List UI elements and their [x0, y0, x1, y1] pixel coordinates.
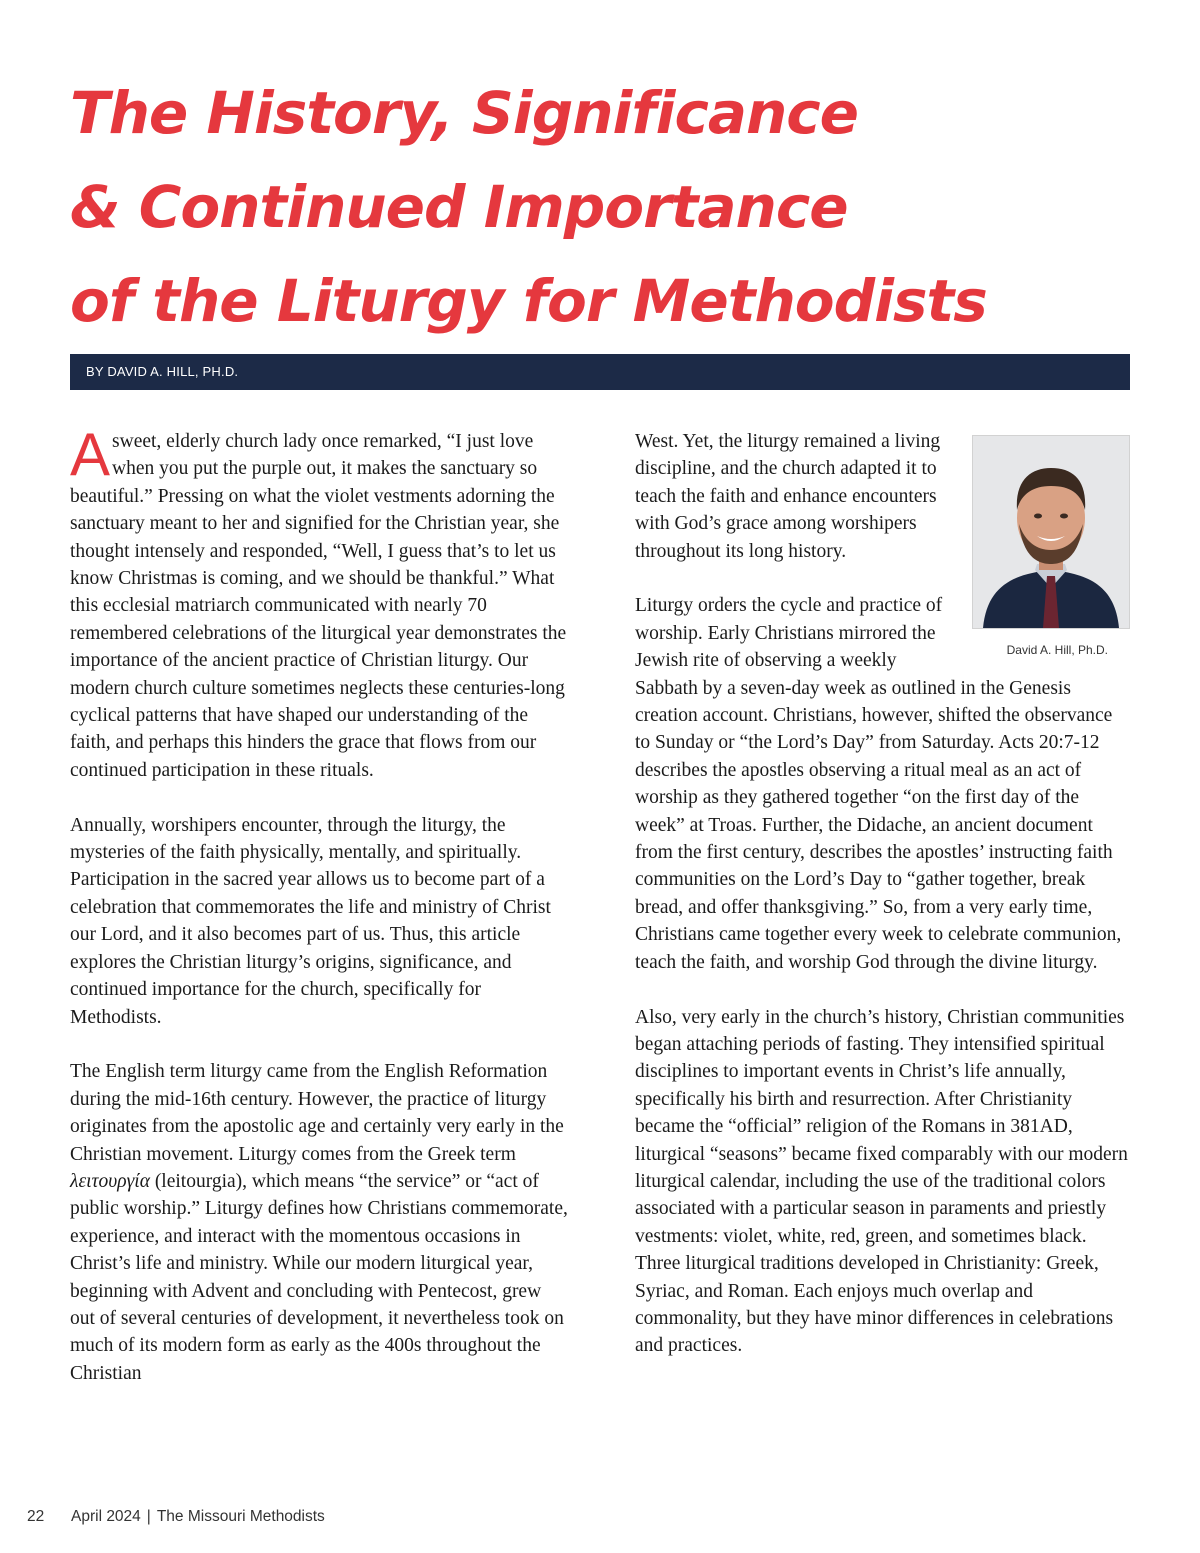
- paragraph-4: West. Yet, the liturgy remained a living discipline, and the church adapted it to teach the faith and enhance encounters with God’s grace among worshipers throughout its long history.: [635, 431, 941, 562]
- author-photo: [972, 435, 1130, 629]
- publication-name: The Missouri Methodists: [156, 1508, 325, 1525]
- footer-separator: |: [146, 1508, 151, 1525]
- page-footer: [27, 1508, 325, 1526]
- article-title: [70, 66, 1130, 348]
- paragraph-2: Annually, worshipers encounter, through the liturgy, the mysteries of the faith physically, mentally, and spiritually. Participation in the sacred year allows us to become part of a celebration that commemorates the life and ministry of Christ our Lord, and it also becomes part of us. Thus, this article explores the Christian liturgy’s origins, significance, and continued importance for the church, specifically for Methodists.: [70, 814, 551, 1028]
- paragraph-5: Liturgy orders the cycle and practice of worship. Early Christians mirrored the Jewish rite of observing a weekly Sabbath by a seven-day week as outlined in the Genesis creation account. Christians, however, shifted the observance to Sunday or “the Lord’s Day” from Saturday. Acts 20:7-12 describes the apostles observing a ritual meal as an act of worship as they gathered together “on the first day of the week” at Troas. Further, the Didache, an ancient document from the first century, describes the apostles’ instructing faith communities on the Lord’s Day to “gather together, break bread, and offer thanksgiving.” So, from a very early time, Christians came together every week to celebrate communion, teach the faith, and worship God through the divine liturgy.: [635, 595, 1122, 973]
- article-column-right: [635, 428, 1130, 1387]
- author-photo-block: [972, 435, 1130, 665]
- photo-caption: David A. Hill, Ph.D.: [1006, 643, 1108, 657]
- paragraph-1-text: sweet, elderly church lady once remarked, “I just love when you put the purple out, it makes the sanctuary so beautiful.” Pressing on what the violet vestments adorning the sanctuary meant to her and signified for the Christian year, she thought intensely and responded, “Well, I guess that’s to let us know Christmas is coming, and we should be thankful.” What this ecclesial matriarch communicated with nearly 70 remembered celebrations of the liturgical year demonstrates the importance of the ancient practice of Christian liturgy. Our modern church culture sometimes neglects these centuries-long cyclical patterns that have shaped our understanding of the faith, and perhaps this hinders the grace that flows from our continued participation in these rituals.: [70, 431, 567, 781]
- title-line-2: & Continued Importance: [70, 173, 848, 241]
- title-line-3: of the Liturgy for Methodists: [70, 267, 987, 335]
- photo-eye-left: [1034, 514, 1042, 519]
- byline-bar: [70, 354, 1130, 390]
- paragraph-1: [70, 421, 570, 784]
- article-column-left: [70, 421, 570, 1415]
- byline: BY DAVID A. HILL, PH.D.: [86, 364, 239, 379]
- paragraph-6: Also, very early in the church’s history, Christian communities began attaching periods of fasting. They intensified spiritual disciplines to important events in Christ’s life annually, specifically his birth and resurrection. After Christianity became the “official” religion of the Romans in 381AD, liturgical “seasons” became fixed comparably with our modern liturgical calendar, including the use of the traditional colors associated with a particular season in paraments and priestly vestments: violet, white, red, green, and sometimes black. Three liturgical traditions developed in Christianity: Greek, Syriac, and Roman. Each enjoys much overlap and commonality, but they have minor differences in celebrations and practices.: [635, 1006, 1128, 1357]
- paragraph-3: The English term liturgy came from the English Reformation during the mid-16th century. However, the practice of liturgy originates from the apostolic age and certainly very early in the Christian movement. Liturgy comes from the Greek term λειτουργία (leitourgia), which means “the service” or “act of public worship.” Liturgy defines how Christians commemorate, experience, and interact with the momentous occasions in Christ’s life and ministry. While our modern liturgical year, beginning with Advent and concluding with Pentecost, grew out of several centuries of development, it nevertheless took on much of its modern form as early as the 400s throughout the Christian: [70, 1061, 568, 1384]
- title-line-1: The History, Significance: [70, 79, 859, 147]
- page-number: 22: [27, 1508, 45, 1525]
- greek-term: λειτουργία: [70, 1170, 150, 1192]
- issue-date: April 2024: [71, 1508, 141, 1525]
- photo-eye-right: [1060, 514, 1068, 519]
- drop-cap: A: [70, 421, 111, 488]
